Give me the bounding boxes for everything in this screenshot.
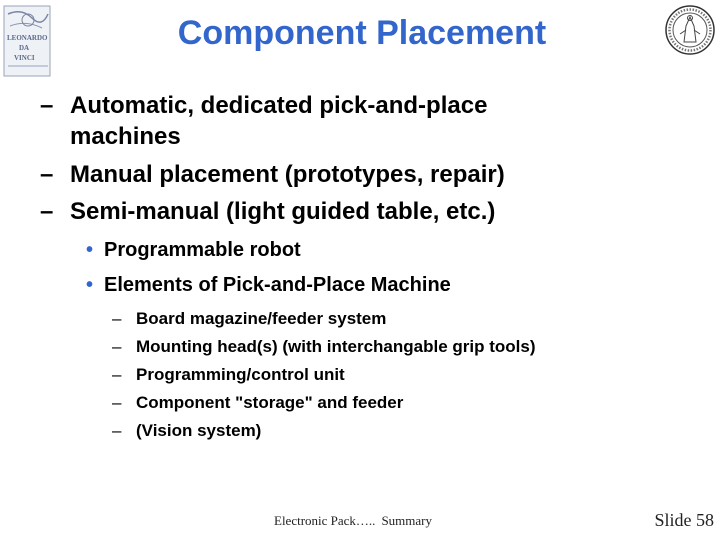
level3-text: Programming/control unit	[136, 365, 345, 384]
level3-text: Board magazine/feeder system	[136, 309, 387, 328]
level3-item	[112, 418, 261, 443]
level2-item	[86, 235, 301, 265]
svg-text:LEONARDO: LEONARDO	[7, 34, 48, 42]
dash-marker: –	[40, 198, 54, 225]
dash-marker: –	[112, 309, 122, 328]
bullet-icon: •	[86, 239, 94, 261]
footer	[274, 513, 432, 529]
svg-text:DA: DA	[19, 44, 30, 52]
dash-marker: –	[112, 421, 122, 440]
level2-text: Elements of Pick-and-Place Machine	[104, 274, 451, 296]
dash-marker: –	[112, 337, 122, 356]
level1-text-continued: machines	[70, 123, 181, 150]
level3-item	[112, 362, 345, 387]
slide-number: Slide 58	[654, 510, 714, 530]
level3-item	[112, 334, 535, 359]
level3-item	[112, 390, 403, 415]
bullet-icon: •	[86, 274, 94, 296]
dash-marker: –	[112, 393, 122, 412]
level1-text: Manual placement (prototypes, repair)	[70, 161, 505, 188]
level3-text: Component "storage" and feeder	[136, 393, 404, 412]
footer-section: Summary	[381, 513, 432, 528]
dash-marker: –	[40, 92, 54, 119]
level1-item	[40, 90, 487, 152]
level1-text: Automatic, dedicated pick-and-place	[70, 92, 488, 119]
level2-item	[86, 270, 451, 300]
level3-text: (Vision system)	[136, 421, 262, 440]
level1-item	[40, 159, 505, 190]
dash-marker: –	[112, 365, 122, 384]
slide-title: Component Placement	[177, 14, 547, 52]
level1-text: Semi-manual (light guided table, etc.)	[70, 198, 496, 225]
svg-text:VINCI: VINCI	[14, 54, 35, 62]
level2-text: Programmable robot	[104, 239, 301, 261]
level3-item	[112, 306, 386, 331]
dash-marker: –	[40, 161, 54, 188]
level3-text: Mounting head(s) (with interchangable grip tools)	[136, 337, 536, 356]
footer-course: Electronic Pack…..	[274, 513, 376, 528]
level1-item	[40, 196, 495, 227]
